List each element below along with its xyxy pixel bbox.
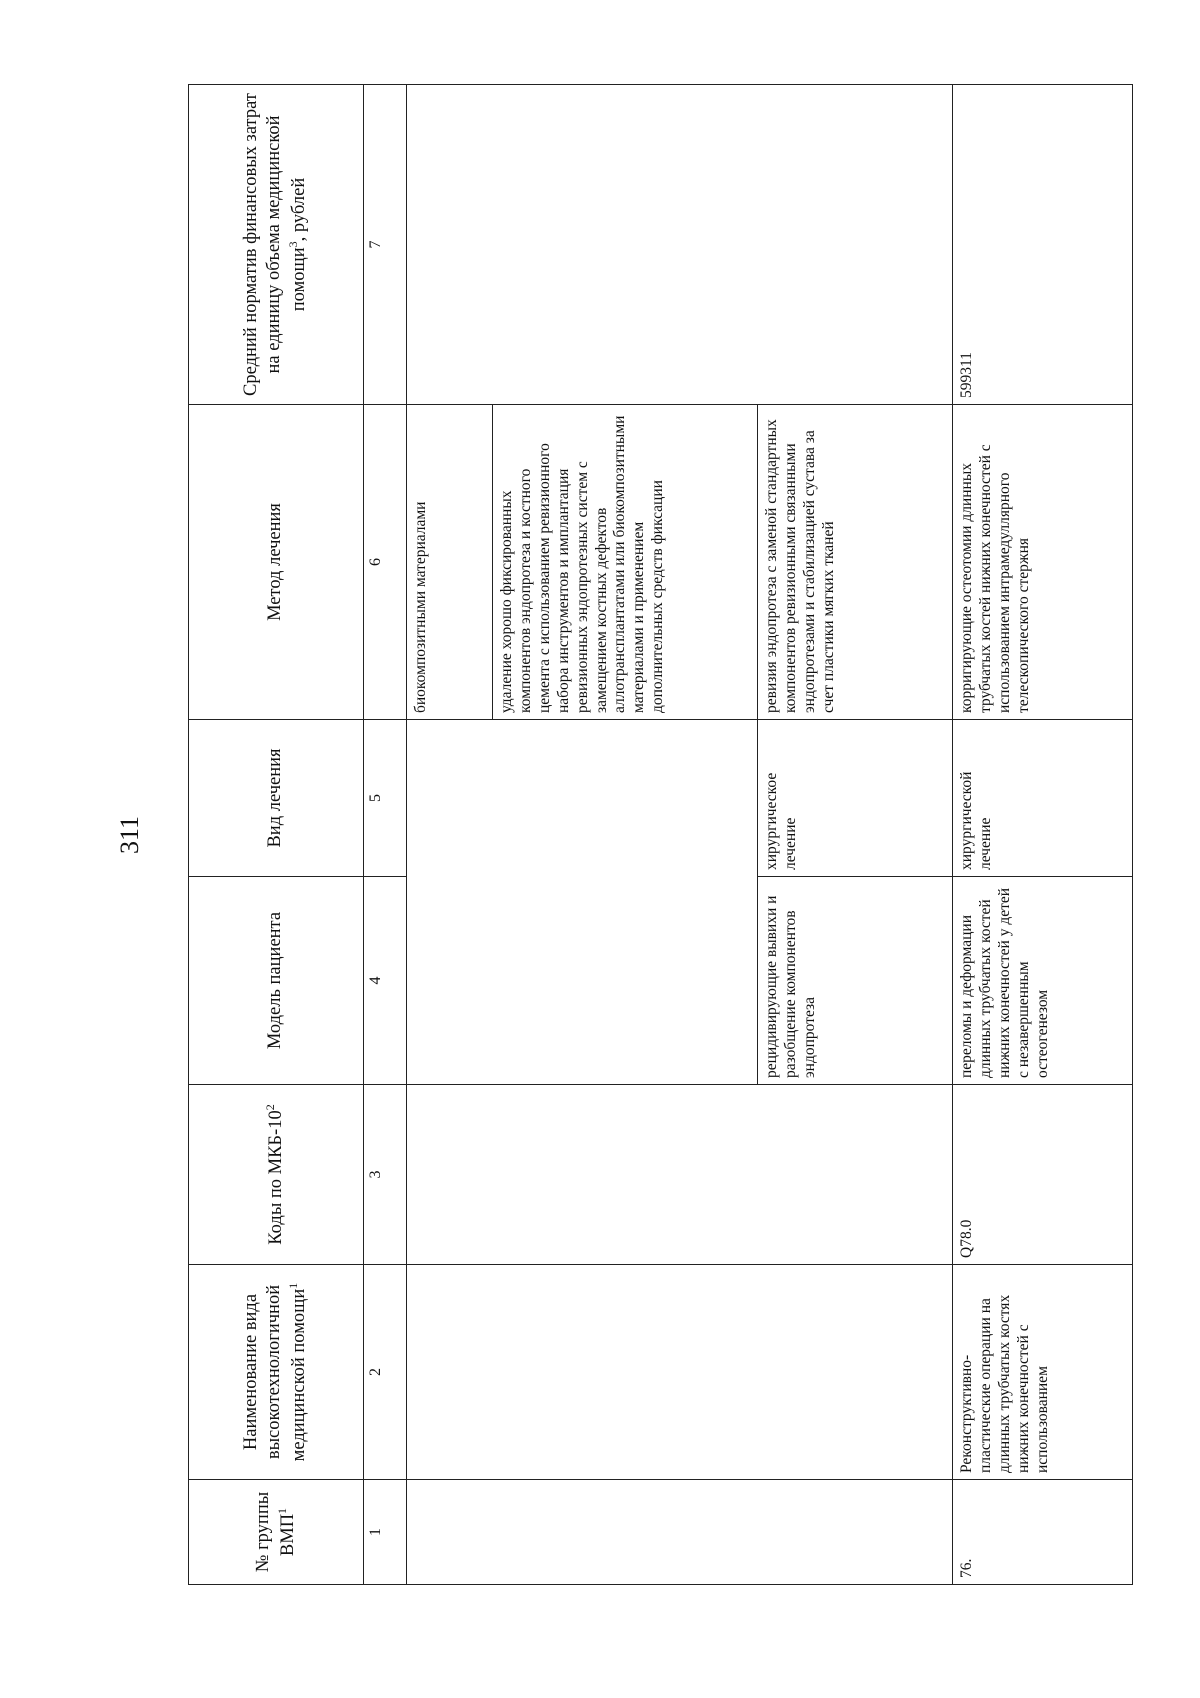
rotated-page-content [188, 85, 1133, 1585]
header-vmp-name: Наименование вида высокотехнологичной медицинской помощи$^1$ [189, 1265, 364, 1480]
header-treatment-type: Вид лечения [189, 720, 364, 877]
header-treatment-method: Метод лечения [189, 405, 364, 720]
cell-method: удаление хорошо фиксированных компонентов эндопротеза и костного цемента с использованием ревизионного набора инструментов и имплантация ревизионных эндопротезных систем с замещением костных дефектов аллотрансплантатами или биокомпозитными материалами и применением дополнительных средств фиксации [493, 405, 758, 720]
page-number: 311 [115, 815, 144, 855]
column-number-row [364, 85, 407, 1585]
cell-method: биокомпозитными материалами [407, 405, 493, 720]
header-row [189, 85, 364, 1585]
cell-group-number: 76. [953, 1480, 1133, 1585]
cell-treatment-type: хирургическое лечение [758, 720, 953, 877]
cell-cost: 599311 [953, 85, 1133, 405]
table-row [758, 85, 953, 1585]
vmp-table [188, 84, 1133, 1585]
header-icd-codes: Коды по МКБ-$10^2$ [189, 1085, 364, 1265]
cell-patient-model: переломы и деформации длинных трубчатых костей нижних конечностей у детей с незавершенным остеогенезом [953, 877, 1133, 1085]
cell-icd-code: Q78.0 [953, 1085, 1133, 1265]
header-group-number: № группы ВМП$^1$ [189, 1480, 364, 1585]
header-cost: Средний норматив финансовых затрат на единицу объема медицинской помощи$^3$, рублей [189, 85, 364, 405]
table-row [407, 85, 493, 1585]
column-number: 5 [364, 720, 407, 877]
cell-method: корригирующие остеотомии длинных трубчатых костей нижних конечностей с использованием интрамедуллярного телескопического стержня [953, 405, 1133, 720]
column-number: 6 [364, 405, 407, 720]
column-number: 2 [364, 1265, 407, 1480]
table-row [493, 85, 758, 1585]
cell-treatment-type: хирургической лечение [953, 720, 1133, 877]
column-number: 1 [364, 1480, 407, 1585]
header-patient-model: Модель пациента [189, 877, 364, 1085]
cell-patient-model: рецидивирующие вывихи и разобщение компонентов эндопротеза [758, 877, 953, 1085]
cell-vmp-name: Реконструктивно-пластические операции на длинных трубчатых костях нижних конечностей с использованием [953, 1265, 1133, 1480]
cell-method: ревизия эндопротеза с заменой стандартных компонентов ревизионными связанными эндопротезами и стабилизацией сустава за счет пластики мягких тканей [758, 405, 953, 720]
column-number: 3 [364, 1085, 407, 1265]
column-number: 7 [364, 85, 407, 405]
table-row [953, 85, 1133, 1585]
column-number: 4 [364, 877, 407, 1085]
